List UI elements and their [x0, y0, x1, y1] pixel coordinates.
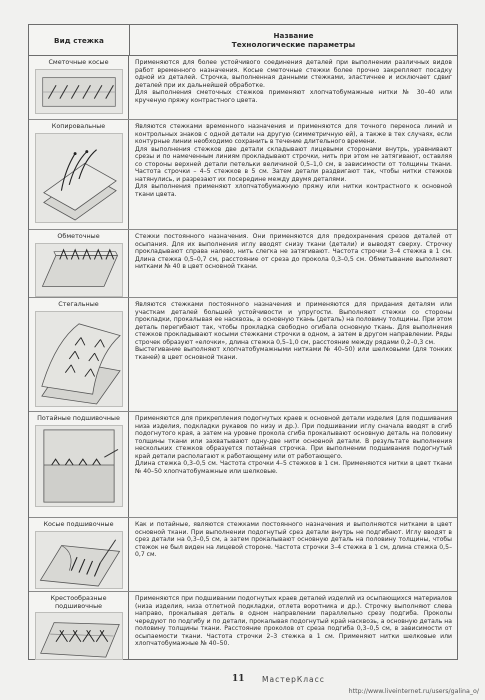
stitch-paragraph: Применяются при подшивании подогнутых краев деталей изделий из осыпающихся материалов (низа изделия, низа отлетной подкладки, отлета воротника и др.). Строчку выполняют слева направо, прокалывая деталь в одном направлении параллельно срезу подгиба. Проколы чередуют по подгибу и по детали, прокалывая подогнутый край насквозь, а основную деталь на половину толщины ткани. Расстояние проколов от среза подгиба 0,3–0,5 см, в зависимости от осыпаемости ткани. Частота строчки 2–3 стежка в 1 см. Применяют нитки шелковые или хлопчатобумажные № 40–50.	[135, 595, 452, 648]
table-row	[29, 592, 457, 660]
stitch-paragraph: Длина стежка 0,3–0,5 см. Частота строчки 4–5 стежков в 1 см. Применяются нитки в цвет ткани № 40–50 хлопчатобумажные или шелковые.	[135, 460, 452, 475]
blind-hem-stitches-illustration	[35, 425, 123, 507]
stitch-name: Косые подшивочные	[43, 520, 114, 528]
stitch-name: Крестообразные подшивочные	[50, 594, 107, 610]
stitch-cell	[29, 412, 129, 517]
header-tech-params: Технологические параметры	[231, 40, 356, 49]
stitch-paragraph: Для выполнения сметочных стежков применяют хлопчатобумажные нитки № 30–40 или крученую пряжу контрастного цвета.	[135, 89, 452, 104]
stitch-paragraph: Применяются для прикрепления подогнутых краев к основной детали изделия (для подшивания низа изделия, подкладки рукавов по низу и др.). При подшивании иглу сначала вводят в сгиб подогнутого края, а затем на уровне прокола сгиба прокалывают основную деталь на половину толщины ткани или захватывают одну-две нити основной детали. В результате выполнения нескольких стежков образуется потайная строчка. При выполнении подшивания подогнутый край детали располагают к работающему или от работающего.	[135, 415, 452, 460]
stitch-cell	[29, 230, 129, 297]
stitch-params	[129, 56, 457, 119]
tailor-tacking-loops-illustration	[35, 133, 123, 223]
header-params-cell	[130, 25, 457, 55]
header-stitch-type-cell	[29, 25, 130, 55]
stitch-params	[129, 518, 457, 591]
header-stitch-type: Вид стежка	[53, 35, 104, 45]
stitch-params	[129, 120, 457, 229]
stitch-paragraph: Являются стежками постоянного назначения и применяются для придания деталям или участкам деталей большей устойчивости и упругости. Выполняют стежки со стороны прокладки, прокалывая ее насквозь, а основную ткань (деталь) на половину толщины. При этом деталь перегибают так, чтобы прокладка свободно огибала основную ткань. Для выполнения стежков прокладывают косыми стежками строчки в одном, а затем в другом направлении. Ряды строчек образуют «елочки», длина стежка 0,5–1,0 см, расстояние между рядами 0,2–0,3 см.	[135, 301, 452, 346]
stitch-paragraph: Стежки постоянного назначения. Они применяются для предохранения срезов деталей от осыпания. Для их выполнения иглу вводят снизу ткани (детали) и выводят сверху. Строчку прокладывают справа налево, нить слегка не затягивают. Частота строчки 3–4 стежка в 1 см. Длина стежка 0,5–0,7 см, расстояние от среза до прокола 0,3–0,5 см. Обметывание выполняют нитками № 40 в цвет основной ткани.	[135, 233, 452, 271]
stitch-paragraph: Как и потайные, являются стежками постоянного назначения и выполняются нитками в цвет основной ткани. При выполнении подогнутый срез детали внутрь не подгибают. Иглу вводят в срез детали на 0,3–0,5 см, а затем прокалывают основную деталь на половину толщины, чтобы стежок не был виден на лицевой стороне. Частота строчки 3–4 стежка в 1 см, длина стежка 0,5–0,7 см.	[135, 521, 452, 559]
stitch-cell	[29, 120, 129, 229]
overcast-stitches-illustration	[35, 243, 123, 297]
table-header	[29, 25, 457, 56]
stitch-paragraph: Являются стежками временного назначения и применяются для точного переноса линий и контрольных знаков с одной детали на другую (симметричную ей), а также в тех случаях, если контурные линии необходимо сохранить в течение длительного времени.	[135, 123, 452, 146]
stitch-name: Потайные подшивочные	[37, 414, 120, 422]
cross-hem-stitches-illustration	[35, 612, 123, 660]
table-row	[29, 412, 457, 518]
stitch-table	[28, 24, 458, 660]
stitch-name: Копировальные	[51, 122, 106, 130]
table-row	[29, 120, 457, 230]
stitch-params	[129, 298, 457, 411]
stitch-paragraph: Для выполнения стежков две детали складывают лицевыми сторонами внутрь, уравнивают срезы и по намеченным линиям прокладывают строчки, нить при этом не затягивают, оставляя со стороны верхней детали петельки величиной 0,5–1,0 см, в зависимости от толщины ткани. Частота строчки – 4–5 стежков в 5 см. Затем детали раздвигают так, чтобы нитки стежков натянулись, и разрезают их посередине между двумя деталями.	[135, 145, 452, 183]
page-number: 11	[232, 674, 245, 684]
header-name: Название	[273, 31, 314, 40]
stitch-cell	[29, 518, 129, 591]
table-row	[29, 230, 457, 298]
stitch-cell	[29, 298, 129, 411]
stitch-paragraph: Выстегивание выполняют хлопчатобумажными нитками № 40–50) или шелковыми (для тонких тканей) в цвет основной ткани.	[135, 346, 452, 361]
diagonal-basting-stitches-illustration	[35, 69, 123, 114]
stitch-params	[129, 230, 457, 297]
stitch-paragraph: Применяются для более устойчивого соединения деталей при выполнении различных видов работ временного назначения. Косые сметочные стежки более прочно закрепляют посадку одной из деталей. Строчка, выполненная данными стежками, эластичнее и исключает сдвиг деталей при их дальнейшей обработке.	[135, 59, 452, 89]
table-row	[29, 518, 457, 592]
stitch-params	[129, 412, 457, 517]
stitch-name: Стегальные	[58, 300, 99, 308]
stitch-cell	[29, 592, 129, 660]
pad-stitches-illustration	[35, 311, 123, 407]
stitch-name: Обметочные	[57, 232, 100, 240]
table-row	[29, 56, 457, 120]
slant-hem-stitches-illustration	[35, 531, 123, 589]
magazine-title: МастерКласс	[262, 675, 325, 684]
stitch-name: Сметочные косые	[48, 58, 109, 66]
stitch-cell	[29, 56, 129, 119]
source-url[interactable]: http://www.liveinternet.ru/users/galina_o/	[348, 688, 479, 695]
stitch-paragraph: Для выполнения применяют хлопчатобумажную пряжу или нитки контрастного к основной ткани цвета.	[135, 183, 452, 198]
table-row	[29, 298, 457, 412]
stitch-params	[129, 592, 457, 660]
